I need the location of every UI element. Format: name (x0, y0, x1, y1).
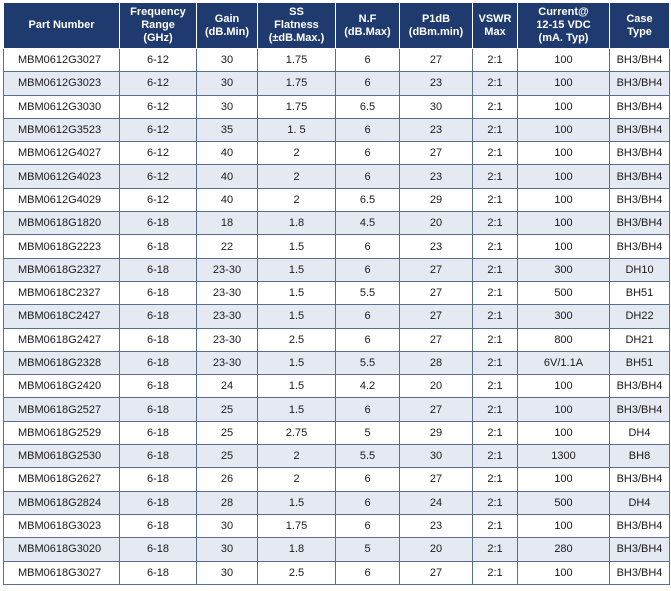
cell-frequency-range: 6-18 (120, 305, 197, 328)
table-row (4, 235, 670, 258)
cell-case-type: BH51 (610, 281, 670, 304)
cell-noise-figure: 6 (336, 118, 400, 141)
table-row (4, 445, 670, 468)
cell-p1db: 27 (400, 328, 473, 351)
cell-ss-flatness: 2 (258, 468, 336, 491)
table-row (4, 351, 670, 374)
column-header-line: 12-15 VDC (536, 19, 591, 31)
cell-case-type: BH3/BH4 (610, 212, 670, 235)
cell-current: 100 (518, 421, 610, 444)
cell-vswr: 2:1 (473, 281, 518, 304)
cell-case-type: BH3/BH4 (610, 398, 670, 421)
cell-vswr: 2:1 (473, 445, 518, 468)
cell-noise-figure: 6 (336, 514, 400, 537)
column-header-case-type (610, 3, 670, 49)
cell-current: 100 (518, 514, 610, 537)
cell-gain: 23-30 (197, 328, 258, 351)
cell-gain: 35 (197, 118, 258, 141)
cell-ss-flatness: 1.75 (258, 49, 336, 72)
cell-current: 100 (518, 212, 610, 235)
cell-p1db: 23 (400, 118, 473, 141)
cell-current: 100 (518, 95, 610, 118)
cell-noise-figure: 6 (336, 258, 400, 281)
cell-frequency-range: 6-18 (120, 514, 197, 537)
cell-ss-flatness: 2 (258, 445, 336, 468)
table-row (4, 468, 670, 491)
cell-frequency-range: 6-18 (120, 235, 197, 258)
table-row (4, 328, 670, 351)
cell-case-type: BH3/BH4 (610, 142, 670, 165)
cell-vswr: 2:1 (473, 212, 518, 235)
cell-case-type: DH22 (610, 305, 670, 328)
cell-gain: 25 (197, 421, 258, 444)
cell-p1db: 28 (400, 351, 473, 374)
column-header-noise-figure (336, 3, 400, 49)
cell-frequency-range: 6-18 (120, 445, 197, 468)
cell-case-type: BH3/BH4 (610, 188, 670, 211)
cell-p1db: 27 (400, 258, 473, 281)
cell-ss-flatness: 1.5 (258, 258, 336, 281)
cell-p1db: 27 (400, 49, 473, 72)
cell-current: 100 (518, 398, 610, 421)
table-row (4, 281, 670, 304)
cell-part-number: MBM0618C2327 (4, 281, 120, 304)
cell-current: 300 (518, 258, 610, 281)
cell-current: 100 (518, 468, 610, 491)
column-header-line: (dB.Max) (344, 25, 391, 38)
cell-current: 500 (518, 491, 610, 514)
cell-gain: 23-30 (197, 351, 258, 374)
cell-case-type: BH3/BH4 (610, 561, 670, 584)
cell-part-number: MBM0618G2328 (4, 351, 120, 374)
cell-gain: 18 (197, 212, 258, 235)
cell-frequency-range: 6-18 (120, 351, 197, 374)
cell-noise-figure: 6 (336, 328, 400, 351)
column-header-line: P1dB (421, 12, 451, 25)
cell-p1db: 27 (400, 281, 473, 304)
cell-frequency-range: 6-18 (120, 538, 197, 561)
column-header-line: (mA. Typ) (538, 32, 589, 44)
cell-case-type: BH3/BH4 (610, 118, 670, 141)
column-header-line: Part Number (28, 19, 95, 31)
cell-gain: 23-30 (197, 305, 258, 328)
cell-part-number: MBM0612G3030 (4, 95, 120, 118)
cell-noise-figure: 5.5 (336, 281, 400, 304)
cell-frequency-range: 6-12 (120, 72, 197, 95)
cell-p1db: 27 (400, 142, 473, 165)
cell-p1db: 23 (400, 72, 473, 95)
table-row (4, 188, 670, 211)
cell-current: 100 (518, 188, 610, 211)
cell-p1db: 20 (400, 212, 473, 235)
cell-gain: 30 (197, 561, 258, 584)
cell-p1db: 30 (400, 445, 473, 468)
cell-noise-figure: 4.5 (336, 212, 400, 235)
cell-frequency-range: 6-18 (120, 281, 197, 304)
cell-part-number: MBM0618G3020 (4, 538, 120, 561)
cell-ss-flatness: 1.5 (258, 398, 336, 421)
cell-ss-flatness: 1.8 (258, 538, 336, 561)
cell-case-type: BH3/BH4 (610, 375, 670, 398)
cell-frequency-range: 6-18 (120, 491, 197, 514)
cell-part-number: MBM0618G3023 (4, 514, 120, 537)
column-header-line: VSWR (478, 12, 512, 25)
cell-ss-flatness: 2 (258, 142, 336, 165)
cell-gain: 23-30 (197, 281, 258, 304)
cell-gain: 30 (197, 538, 258, 561)
cell-case-type: BH3/BH4 (610, 95, 670, 118)
table-row (4, 165, 670, 188)
cell-noise-figure: 6 (336, 72, 400, 95)
cell-frequency-range: 6-18 (120, 561, 197, 584)
cell-ss-flatness: 1.75 (258, 95, 336, 118)
cell-vswr: 2:1 (473, 305, 518, 328)
cell-frequency-range: 6-18 (120, 258, 197, 281)
cell-p1db: 23 (400, 514, 473, 537)
cell-vswr: 2:1 (473, 351, 518, 374)
cell-current: 100 (518, 235, 610, 258)
cell-vswr: 2:1 (473, 165, 518, 188)
cell-ss-flatness: 1.5 (258, 491, 336, 514)
column-header-vswr (473, 3, 518, 49)
cell-frequency-range: 6-12 (120, 49, 197, 72)
cell-noise-figure: 4.2 (336, 375, 400, 398)
table-row (4, 72, 670, 95)
cell-vswr: 2:1 (473, 375, 518, 398)
cell-case-type: BH3/BH4 (610, 468, 670, 491)
table-row (4, 212, 670, 235)
cell-noise-figure: 5.5 (336, 445, 400, 468)
cell-noise-figure: 5 (336, 421, 400, 444)
cell-p1db: 27 (400, 468, 473, 491)
table-row (4, 305, 670, 328)
table-row (4, 142, 670, 165)
cell-vswr: 2:1 (473, 538, 518, 561)
cell-case-type: DH10 (610, 258, 670, 281)
column-header-p1db (400, 3, 473, 49)
cell-ss-flatness: 1.75 (258, 514, 336, 537)
cell-gain: 25 (197, 398, 258, 421)
column-header-line: (±dB.Max.) (268, 32, 325, 44)
table-row (4, 561, 670, 584)
cell-frequency-range: 6-12 (120, 95, 197, 118)
cell-case-type: BH8 (610, 445, 670, 468)
cell-gain: 23-30 (197, 258, 258, 281)
cell-current: 100 (518, 142, 610, 165)
table-row (4, 514, 670, 537)
table-row (4, 49, 670, 72)
cell-current: 500 (518, 281, 610, 304)
cell-ss-flatness: 2 (258, 188, 336, 211)
column-header-line: (dBm.min) (408, 25, 464, 38)
column-header-line: SS (289, 6, 304, 18)
cell-noise-figure: 6 (336, 468, 400, 491)
cell-part-number: MBM0618G2223 (4, 235, 120, 258)
cell-frequency-range: 6-12 (120, 142, 197, 165)
cell-case-type: BH3/BH4 (610, 514, 670, 537)
cell-gain: 40 (197, 165, 258, 188)
cell-ss-flatness: 1.5 (258, 235, 336, 258)
cell-ss-flatness: 2.5 (258, 328, 336, 351)
cell-case-type: DH21 (610, 328, 670, 351)
cell-part-number: MBM0612G3027 (4, 49, 120, 72)
cell-current: 100 (518, 375, 610, 398)
cell-case-type: DH4 (610, 491, 670, 514)
cell-noise-figure: 5.5 (336, 351, 400, 374)
column-header-frequency-range (120, 3, 197, 49)
cell-p1db: 27 (400, 305, 473, 328)
cell-gain: 30 (197, 49, 258, 72)
cell-part-number: MBM0612G4029 (4, 188, 120, 211)
cell-frequency-range: 6-18 (120, 375, 197, 398)
table-row (4, 538, 670, 561)
cell-p1db: 23 (400, 235, 473, 258)
cell-current: 800 (518, 328, 610, 351)
cell-current: 100 (518, 118, 610, 141)
cell-vswr: 2:1 (473, 188, 518, 211)
cell-gain: 30 (197, 514, 258, 537)
cell-noise-figure: 6.5 (336, 95, 400, 118)
cell-case-type: BH3/BH4 (610, 165, 670, 188)
table-header-row (4, 3, 670, 49)
cell-part-number: MBM0618G2824 (4, 491, 120, 514)
cell-ss-flatness: 1.5 (258, 351, 336, 374)
cell-part-number: MBM0618G3027 (4, 561, 120, 584)
cell-ss-flatness: 2 (258, 165, 336, 188)
cell-current: 280 (518, 538, 610, 561)
cell-p1db: 29 (400, 421, 473, 444)
table-row (4, 375, 670, 398)
table-row (4, 421, 670, 444)
cell-part-number: MBM0612G4027 (4, 142, 120, 165)
cell-gain: 30 (197, 95, 258, 118)
cell-noise-figure: 6 (336, 491, 400, 514)
table-row (4, 491, 670, 514)
cell-p1db: 30 (400, 95, 473, 118)
cell-ss-flatness: 1.8 (258, 212, 336, 235)
cell-ss-flatness: 1. 5 (258, 118, 336, 141)
cell-vswr: 2:1 (473, 561, 518, 584)
cell-vswr: 2:1 (473, 328, 518, 351)
cell-current: 100 (518, 165, 610, 188)
cell-ss-flatness: 1.5 (258, 305, 336, 328)
cell-part-number: MBM0612G4023 (4, 165, 120, 188)
cell-case-type: BH51 (610, 351, 670, 374)
table-row (4, 118, 670, 141)
cell-gain: 40 (197, 142, 258, 165)
table-row (4, 258, 670, 281)
cell-p1db: 27 (400, 561, 473, 584)
cell-frequency-range: 6-18 (120, 468, 197, 491)
cell-part-number: MBM0618G2530 (4, 445, 120, 468)
cell-noise-figure: 6.5 (336, 188, 400, 211)
cell-part-number: MBM0612G3023 (4, 72, 120, 95)
cell-frequency-range: 6-18 (120, 421, 197, 444)
cell-part-number: MBM0618G2529 (4, 421, 120, 444)
column-header-line: (GHz) (143, 32, 173, 44)
cell-part-number: MBM0618G2427 (4, 328, 120, 351)
cell-frequency-range: 6-18 (120, 212, 197, 235)
cell-noise-figure: 6 (336, 49, 400, 72)
cell-vswr: 2:1 (473, 235, 518, 258)
cell-part-number: MBM0618G1820 (4, 212, 120, 235)
cell-frequency-range: 6-12 (120, 118, 197, 141)
table-row (4, 95, 670, 118)
cell-vswr: 2:1 (473, 468, 518, 491)
cell-current: 100 (518, 49, 610, 72)
cell-noise-figure: 6 (336, 142, 400, 165)
cell-case-type: BH3/BH4 (610, 72, 670, 95)
cell-frequency-range: 6-12 (120, 188, 197, 211)
cell-vswr: 2:1 (473, 49, 518, 72)
cell-frequency-range: 6-18 (120, 328, 197, 351)
cell-gain: 24 (197, 375, 258, 398)
column-header-ss-flatness (258, 3, 336, 49)
cell-gain: 28 (197, 491, 258, 514)
cell-gain: 25 (197, 445, 258, 468)
cell-current: 300 (518, 305, 610, 328)
cell-part-number: MBM0618G2327 (4, 258, 120, 281)
table-row (4, 398, 670, 421)
cell-part-number: MBM0618C2427 (4, 305, 120, 328)
column-header-line: Frequency (130, 6, 186, 18)
cell-current: 100 (518, 561, 610, 584)
cell-current: 1300 (518, 445, 610, 468)
cell-part-number: MBM0618G2527 (4, 398, 120, 421)
column-header-current (518, 3, 610, 49)
cell-p1db: 20 (400, 538, 473, 561)
cell-gain: 30 (197, 72, 258, 95)
cell-noise-figure: 6 (336, 305, 400, 328)
cell-vswr: 2:1 (473, 142, 518, 165)
cell-case-type: BH3/BH4 (610, 538, 670, 561)
cell-vswr: 2:1 (473, 118, 518, 141)
cell-noise-figure: 6 (336, 165, 400, 188)
cell-ss-flatness: 2.5 (258, 561, 336, 584)
cell-gain: 40 (197, 188, 258, 211)
cell-ss-flatness: 1.5 (258, 375, 336, 398)
cell-vswr: 2:1 (473, 72, 518, 95)
cell-vswr: 2:1 (473, 491, 518, 514)
column-header-line: N.F (358, 12, 377, 25)
cell-vswr: 2:1 (473, 95, 518, 118)
cell-case-type: BH3/BH4 (610, 235, 670, 258)
column-header-line: Range (141, 19, 175, 31)
cell-vswr: 2:1 (473, 258, 518, 281)
cell-p1db: 27 (400, 398, 473, 421)
column-header-line: Case (626, 12, 653, 25)
cell-ss-flatness: 1.75 (258, 72, 336, 95)
cell-current: 100 (518, 72, 610, 95)
cell-frequency-range: 6-18 (120, 398, 197, 421)
cell-p1db: 20 (400, 375, 473, 398)
cell-vswr: 2:1 (473, 421, 518, 444)
cell-vswr: 2:1 (473, 398, 518, 421)
amplifier-spec-table (3, 2, 670, 585)
column-header-line: Max (484, 25, 506, 38)
column-header-part-number (4, 3, 120, 49)
cell-current: 6V/1.1A (518, 351, 610, 374)
column-header-line: Gain (214, 12, 240, 25)
cell-noise-figure: 6 (336, 235, 400, 258)
cell-noise-figure: 6 (336, 561, 400, 584)
column-header-gain (197, 3, 258, 49)
cell-noise-figure: 6 (336, 398, 400, 421)
cell-vswr: 2:1 (473, 514, 518, 537)
column-header-line: Type (627, 25, 652, 38)
cell-gain: 26 (197, 468, 258, 491)
cell-p1db: 24 (400, 491, 473, 514)
cell-frequency-range: 6-12 (120, 165, 197, 188)
cell-p1db: 29 (400, 188, 473, 211)
cell-ss-flatness: 1.5 (258, 281, 336, 304)
column-header-line: (dB.Min) (205, 25, 249, 38)
cell-gain: 22 (197, 235, 258, 258)
cell-part-number: MBM0612G3523 (4, 118, 120, 141)
cell-case-type: DH4 (610, 421, 670, 444)
column-header-line: Flatness (274, 19, 319, 31)
cell-part-number: MBM0618G2627 (4, 468, 120, 491)
table-body (4, 49, 670, 585)
cell-ss-flatness: 2.75 (258, 421, 336, 444)
column-header-line: Current@ (538, 6, 589, 18)
cell-p1db: 23 (400, 165, 473, 188)
cell-case-type: BH3/BH4 (610, 49, 670, 72)
cell-noise-figure: 5 (336, 538, 400, 561)
cell-part-number: MBM0618G2420 (4, 375, 120, 398)
